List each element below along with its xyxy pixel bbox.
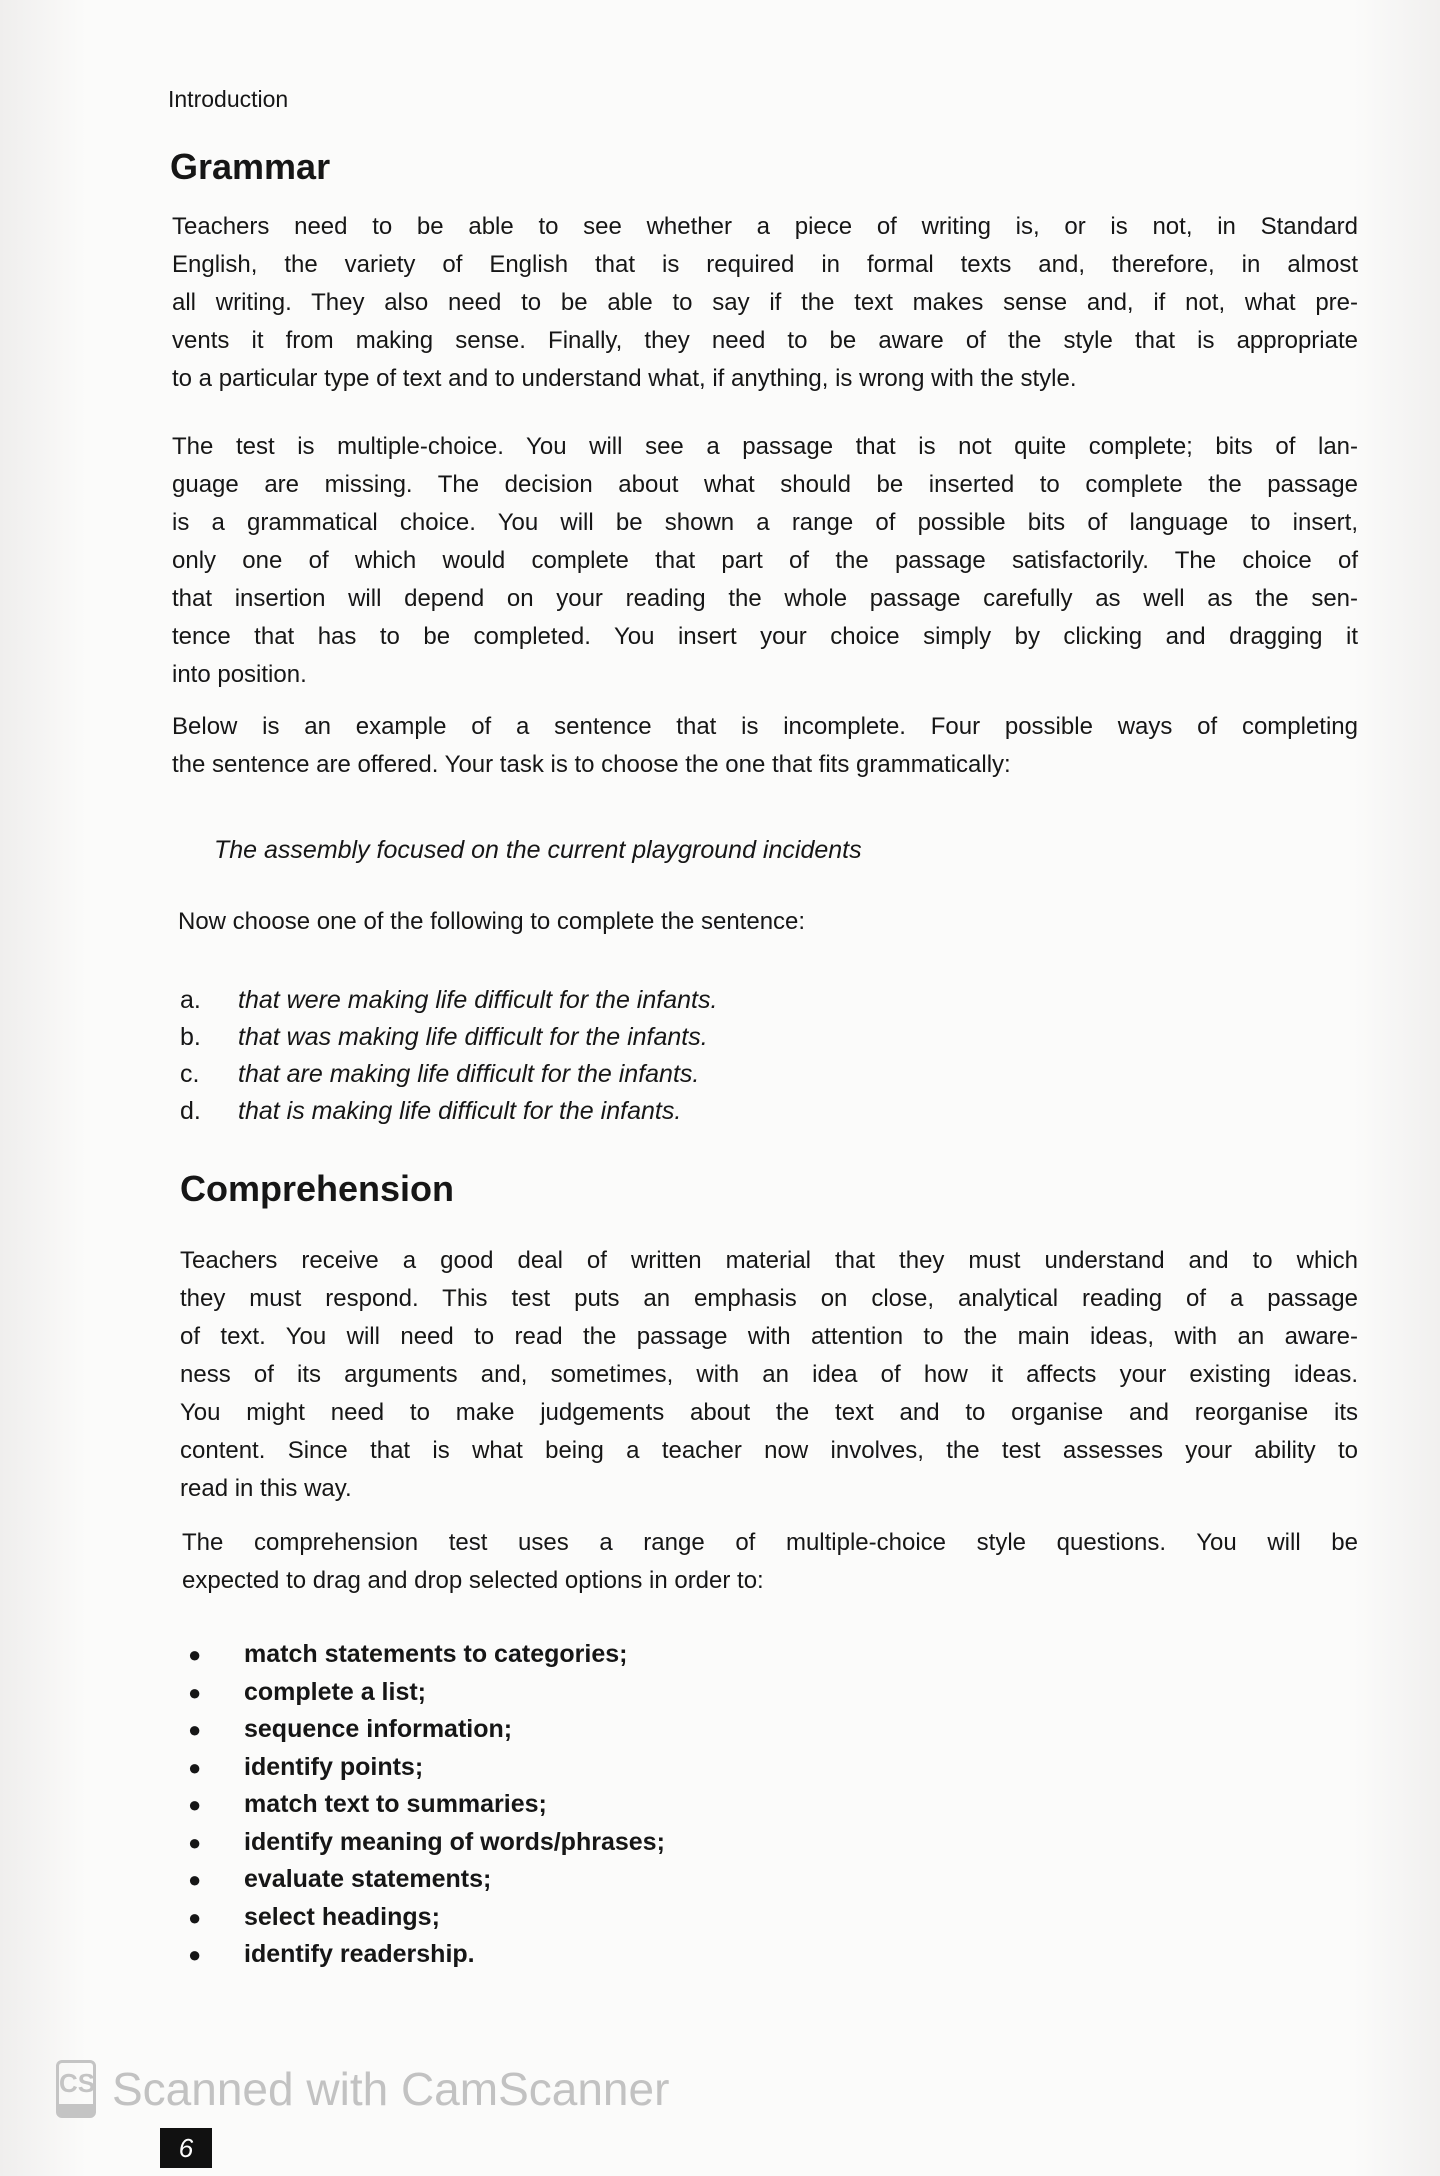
bullet-text: identify points; [244, 1752, 424, 1781]
bullet-item [188, 1636, 665, 1674]
comprehension-heading: Comprehension [180, 1168, 455, 1209]
text-line: Below is an example of a sentence that is incomplete. Four possible ways of completing [172, 713, 1358, 740]
text-line: they must respond. This test puts an emphasis on close, analytical reading of a passage [180, 1285, 1358, 1312]
bullet-item [188, 1824, 665, 1862]
bullet-text: identify readership. [244, 1940, 475, 1968]
text-line: to a particular type of text and to understand what, if anything, is wrong with the style. [172, 365, 1077, 392]
text-line: tence that has to be completed. You insert your choice simply by clicking and dragging it [172, 623, 1358, 650]
option-c [180, 1056, 717, 1093]
bullet-item [188, 1899, 665, 1937]
options-prompt: Now choose one of the following to complete the sentence: [178, 908, 806, 935]
bullet-icon: ● [188, 1754, 202, 1780]
bullet-icon: ● [188, 1867, 202, 1892]
bullet-icon: ● [188, 1829, 202, 1855]
grammar-heading: Grammar [170, 146, 331, 187]
bullet-text: match text to summaries; [244, 1790, 547, 1818]
text-line: Teachers need to be able to see whether a piece of writing is, or is not, in Standard [172, 213, 1358, 240]
bullet-item [188, 1936, 665, 1974]
bullet-item [188, 1749, 665, 1787]
bullet-icon: ● [188, 1717, 202, 1742]
options-list [180, 982, 717, 1130]
grammar-paragraph-3 [172, 708, 1358, 784]
text-line: The comprehension test uses a range of multiple-choice style questions. You will be [182, 1529, 1358, 1556]
bullet-icon: ● [188, 1642, 202, 1667]
option-text: that is making life difficult for the infants. [238, 1097, 682, 1125]
text-line: vents it from making sense. Finally, they need to be aware of the style that is appropriate [172, 327, 1358, 354]
text-line: into position. [172, 661, 307, 688]
text-line: guage are missing. The decision about what should be inserted to complete the passage [172, 471, 1358, 498]
bullet-icon: ● [188, 1679, 202, 1705]
option-text: that were making life difficult for the infants. [238, 986, 718, 1014]
text-line: read in this way. [180, 1475, 352, 1502]
option-text: that was making life difficult for the infants. [238, 1023, 708, 1051]
bullet-text: match statements to categories; [244, 1640, 628, 1668]
comprehension-paragraph-2 [182, 1524, 1358, 1600]
camscanner-logo-icon: CS [56, 2060, 96, 2118]
text-line: all writing. They also need to be able to say if the text makes sense and, if not, what pre- [172, 289, 1358, 316]
text-line: Teachers receive a good deal of written material that they must understand and to which [180, 1247, 1358, 1274]
bullet-icon: ● [188, 1792, 202, 1817]
option-letter: b. [180, 1023, 201, 1051]
text-line: is a grammatical choice. You will be shown a range of possible bits of language to insert, [172, 509, 1358, 536]
bullet-icon: ● [188, 1904, 202, 1930]
bullet-item [188, 1861, 665, 1899]
bullet-item [188, 1711, 665, 1749]
text-line: only one of which would complete that part of the passage satisfactorily. The choice of [172, 547, 1358, 574]
page-number: 6 [160, 2128, 212, 2168]
bullet-icon: ● [188, 1942, 202, 1967]
text-line: The test is multiple-choice. You will see a passage that is not quite complete; bits of lan- [172, 433, 1358, 460]
grammar-paragraph-1 [172, 208, 1358, 398]
option-b [180, 1019, 717, 1056]
option-letter: c. [180, 1060, 200, 1088]
text-line: You might need to make judgements about the text and to organise and reorganise its [180, 1399, 1358, 1426]
grammar-paragraph-2 [172, 428, 1358, 694]
option-text: that are making life difficult for the infants. [238, 1060, 700, 1088]
bullet-text: sequence information; [244, 1715, 513, 1743]
text-line: the sentence are offered. Your task is to choose the one that fits grammatically: [172, 751, 1011, 778]
example-sentence: The assembly focused on the current playground incidents [214, 836, 862, 864]
bullet-item [188, 1674, 665, 1712]
bullet-item [188, 1786, 665, 1824]
option-d [180, 1093, 717, 1130]
bullet-text: complete a list; [244, 1677, 426, 1706]
option-letter: a. [180, 986, 201, 1014]
camscanner-watermark [56, 2060, 669, 2118]
bullet-text: evaluate statements; [244, 1865, 492, 1893]
running-header: Introduction [168, 86, 289, 112]
watermark-text: Scanned with CamScanner [112, 2063, 670, 2115]
text-line: ness of its arguments and, sometimes, with an idea of how it affects your existing ideas. [180, 1361, 1358, 1388]
text-line: content. Since that is what being a teacher now involves, the test assesses your ability to [180, 1437, 1358, 1464]
bullet-list [188, 1636, 665, 1974]
text-line: of text. You will need to read the passage with attention to the main ideas, with an aware- [180, 1323, 1358, 1350]
text-line: English, the variety of English that is required in formal texts and, therefore, in almost [172, 251, 1358, 278]
option-a [180, 982, 717, 1019]
option-letter: d. [180, 1097, 201, 1125]
text-line: that insertion will depend on your reading the whole passage carefully as well as the sen- [172, 585, 1358, 612]
bullet-text: select headings; [244, 1902, 440, 1931]
text-line: expected to drag and drop selected options in order to: [182, 1567, 764, 1594]
bullet-text: identify meaning of words/phrases; [244, 1827, 665, 1856]
comprehension-paragraph-1 [180, 1242, 1358, 1508]
